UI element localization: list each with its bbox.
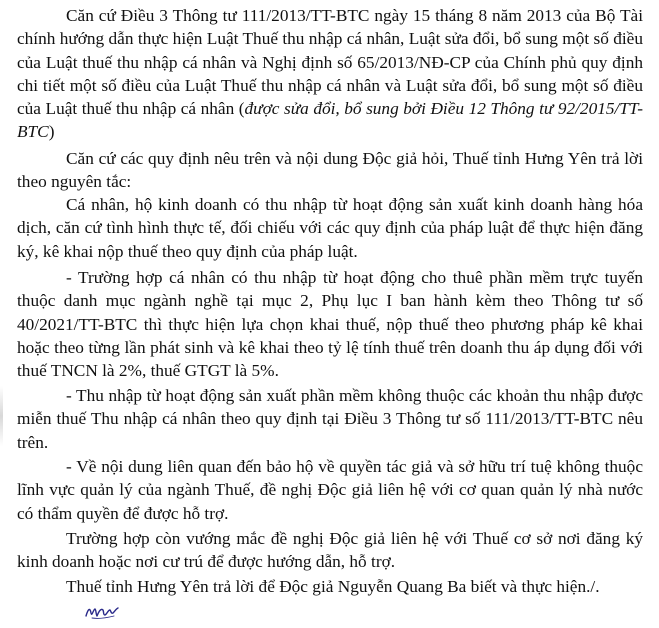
paragraph-contact: Trường hợp còn vướng mắc đề nghị Độc giả liên hệ với Thuế cơ sở nơi đăng ký kinh doanh hoặc nơi cư trú để được hướng dẫn, hỗ trợ. xyxy=(17,529,643,572)
handwritten-initials-icon xyxy=(84,601,120,621)
paragraph-legal-basis xyxy=(17,4,643,144)
paragraph-response-intro: Căn cứ các quy định nêu trên và nội dung Độc giả hỏi, Thuế tỉnh Hưng Yên trả lời theo nguyên tắc: xyxy=(17,149,643,192)
paragraph-general-principle: Cá nhân, hộ kinh doanh có thu nhập từ hoạt động sản xuất kinh doanh hàng hóa dịch, căn cứ tình hình thực tế, đối chiếu với các quy định của pháp luật để thực hiện đăng ký, kê khai nộp thuế theo quy định của pháp luật. xyxy=(17,195,643,261)
amendment-note: được sửa đổi, bổ sung bởi Điều 12 Thông tư 92/2015/TT-BTC xyxy=(17,99,643,142)
paragraph-closing: Thuế tỉnh Hưng Yên trả lời để Độc giả Nguyễn Quang Ba biết và thực hiện./. xyxy=(66,577,600,596)
paragraph-copyright: - Về nội dung liên quan đến bảo hộ về quyền tác giả và sở hữu trí tuệ không thuộc lĩnh vực quản lý của ngành Thuế, đề nghị Độc giả liên hệ với cơ quan quản lý nhà nước có thẩm quyền để được hỗ trợ. xyxy=(17,457,643,523)
paragraph-software-income: - Thu nhập từ hoạt động sản xuất phần mềm không thuộc các khoản thu nhập được miễn thuế Thu nhập cá nhân theo quy định tại Điều 3 Thông tư số 111/2013/TT-BTC nêu trên. xyxy=(17,386,643,452)
amendment-note-close: ) xyxy=(48,122,55,142)
legal-basis-text: Căn cứ Điều 3 Thông tư 111/2013/TT-BTC ngày 15 tháng 8 năm 2013 của Bộ Tài chính hướng dẫn thực hiện Luật Thuế thu nhập cá nhân, Luật sửa đổi, bổ sung một số điều của Luật thuế thu nhập cá nhân và Nghị định số 65/2013/NĐ-CP của Chính phủ quy định chi tiết một số điều của Luật Thuế thu nhập cá nhân và Luật sửa đổi, bổ sung một số điều của Luật thuế thu nhập cá nhân ( xyxy=(17,6,643,119)
paragraph-software-rental: - Trường hợp cá nhân có thu nhập từ hoạt động cho thuê phần mềm trực tuyến thuộc danh mục ngành nghề tại mục 2, Phụ lục I ban hành kèm theo Thông tư số 40/2021/TT-BTC thì thực hiện lựa chọn khai thuế, nộp thuế theo phương pháp kê khai hoặc theo từng lần phát sinh và kê khai theo tỷ lệ tính thuế trên doanh thu áp dụng đối với thuế TNCN là 2%, thuế GTGT là 5%. xyxy=(17,268,643,381)
scan-artifact xyxy=(0,386,3,446)
